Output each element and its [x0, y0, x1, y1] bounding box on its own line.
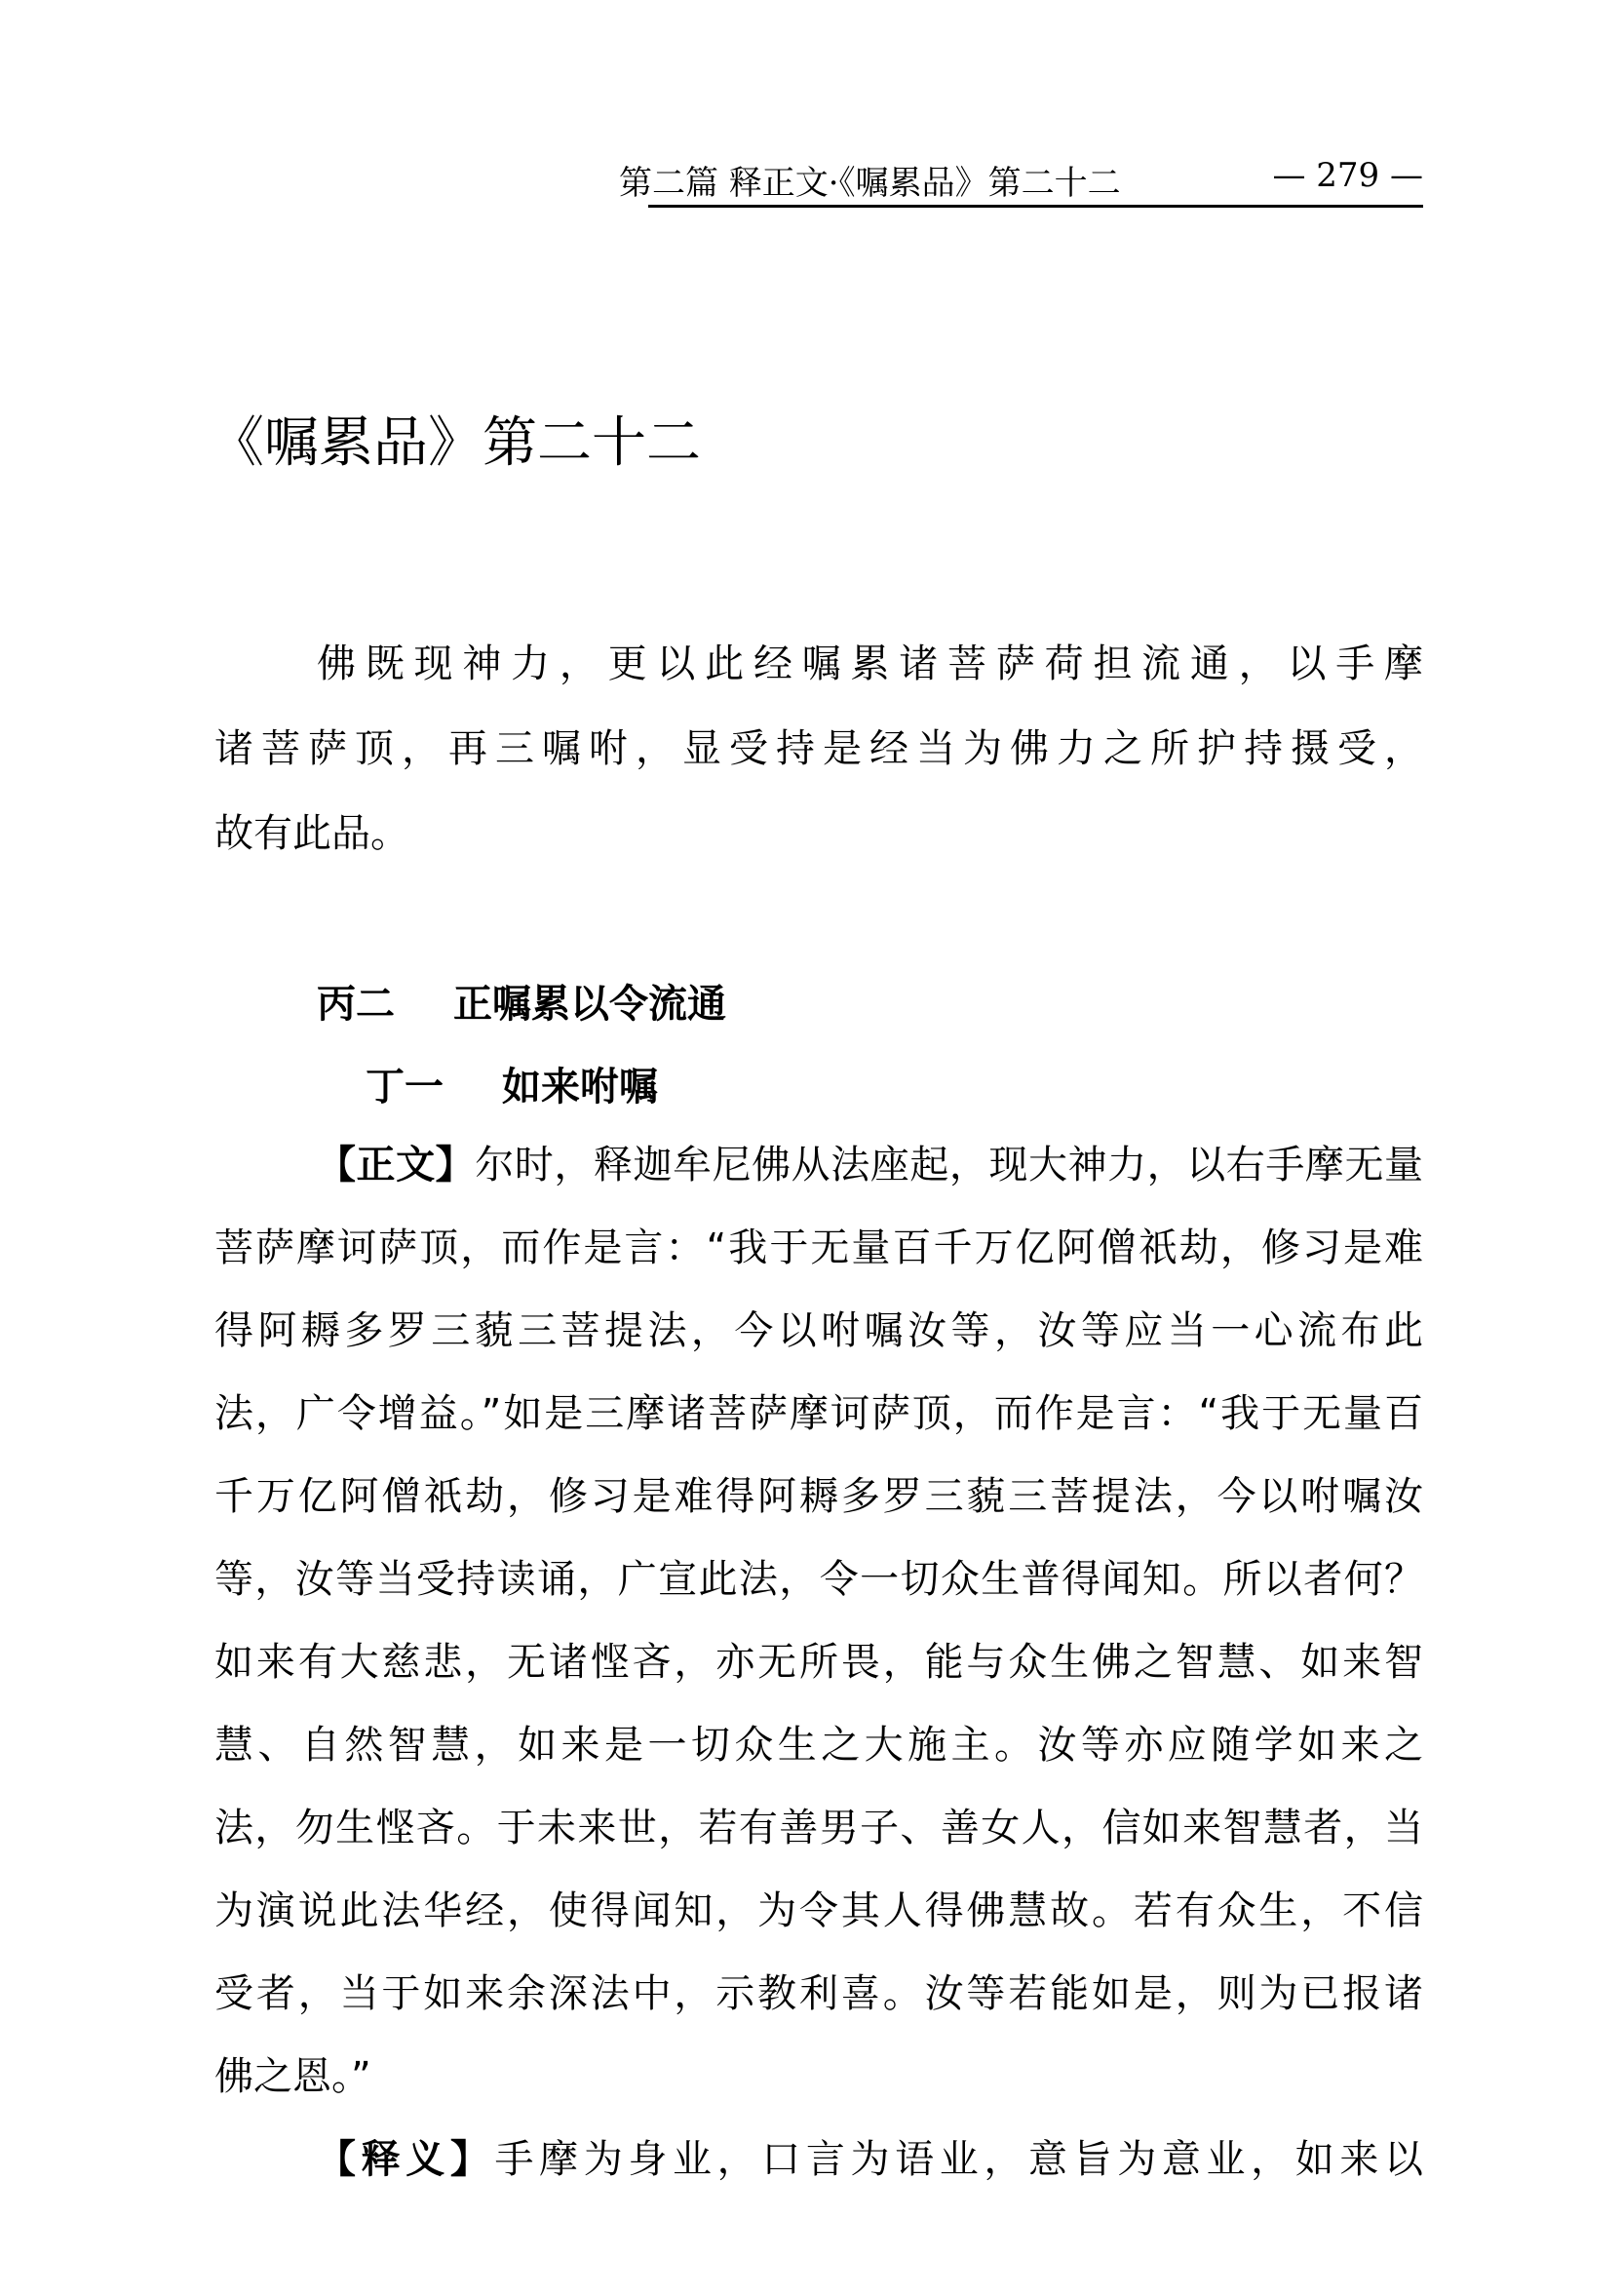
zhengwen-tag: 【正文】	[317, 1142, 476, 1187]
zhengwen-line: 得阿耨多罗三藐三菩提法，今以咐嘱汝等，汝等应当一心流布此	[214, 1308, 1423, 1353]
zhengwen-line: 为演说此法华经，使得闻知，为令其人得佛慧故。若有众生，不信	[214, 1888, 1423, 1933]
heading-number: 丙二	[317, 982, 395, 1027]
header-rule	[648, 205, 1423, 208]
shiyi-first-text: 手摩为身业，口言为语业，意旨为意业，如来以	[494, 2137, 1423, 2182]
heading-number: 丁一	[366, 1065, 444, 1109]
intro-line: 佛既现神力，更以此经嘱累诸菩萨荷担流通，以手摩	[317, 642, 1423, 686]
header-title: 第二篇 释正文·《嘱累品》第二十二	[619, 164, 1121, 203]
zhengwen-line: 法，勿生悭吝。于未来世，若有善男子、善女人，信如来智慧者，当	[214, 1806, 1423, 1850]
zhengwen-line: 法，广令增益。”如是三摩诸菩萨摩诃萨顶，而作是言：“我于无量百	[214, 1391, 1423, 1436]
intro-line: 故有此品。	[214, 811, 409, 856]
intro-line: 诸菩萨顶，再三嘱咐，显受持是经当为佛力之所护持摄受，	[214, 726, 1423, 771]
shiyi-first-line	[317, 2137, 1423, 2182]
zhengwen-line: 等，汝等当受持读诵，广宣此法，令一切众生普得闻知。所以者何？	[214, 1557, 1423, 1602]
heading-level-2	[366, 1056, 658, 1111]
page-number: — 279 —	[1272, 156, 1423, 195]
zhengwen-line: 如来有大慈悲，无诸悭吝，亦无所畏，能与众生佛之智慧、如来智	[214, 1640, 1423, 1685]
zhengwen-line: 千万亿阿僧祇劫，修习是难得阿耨多罗三藐三菩提法，今以咐嘱汝	[214, 1474, 1423, 1519]
shiyi-tag: 【释义】	[317, 2136, 495, 2182]
running-header	[619, 156, 1423, 205]
heading-level-1	[317, 973, 726, 1029]
zhengwen-line: 受者，当于如来余深法中，示教利喜。汝等若能如是，则为已报诸	[214, 1971, 1423, 2016]
zhengwen-line: 佛之恩。”	[214, 2054, 371, 2099]
zhengwen-first-text: 尔时，释迦牟尼佛从法座起，现大神力，以右手摩无量	[475, 1143, 1424, 1187]
heading-text: 如来咐嘱	[502, 1065, 658, 1109]
zhengwen-first-line	[317, 1143, 1423, 1187]
zhengwen-line: 菩萨摩诃萨顶，而作是言：“我于无量百千万亿阿僧祇劫，修习是难	[214, 1226, 1423, 1270]
zhengwen-line: 慧、自然智慧，如来是一切众生之大施主。汝等亦应随学如来之	[214, 1723, 1423, 1768]
chapter-title: 《嘱累品》第二十二	[210, 411, 701, 475]
heading-text: 正嘱累以令流通	[453, 982, 726, 1027]
